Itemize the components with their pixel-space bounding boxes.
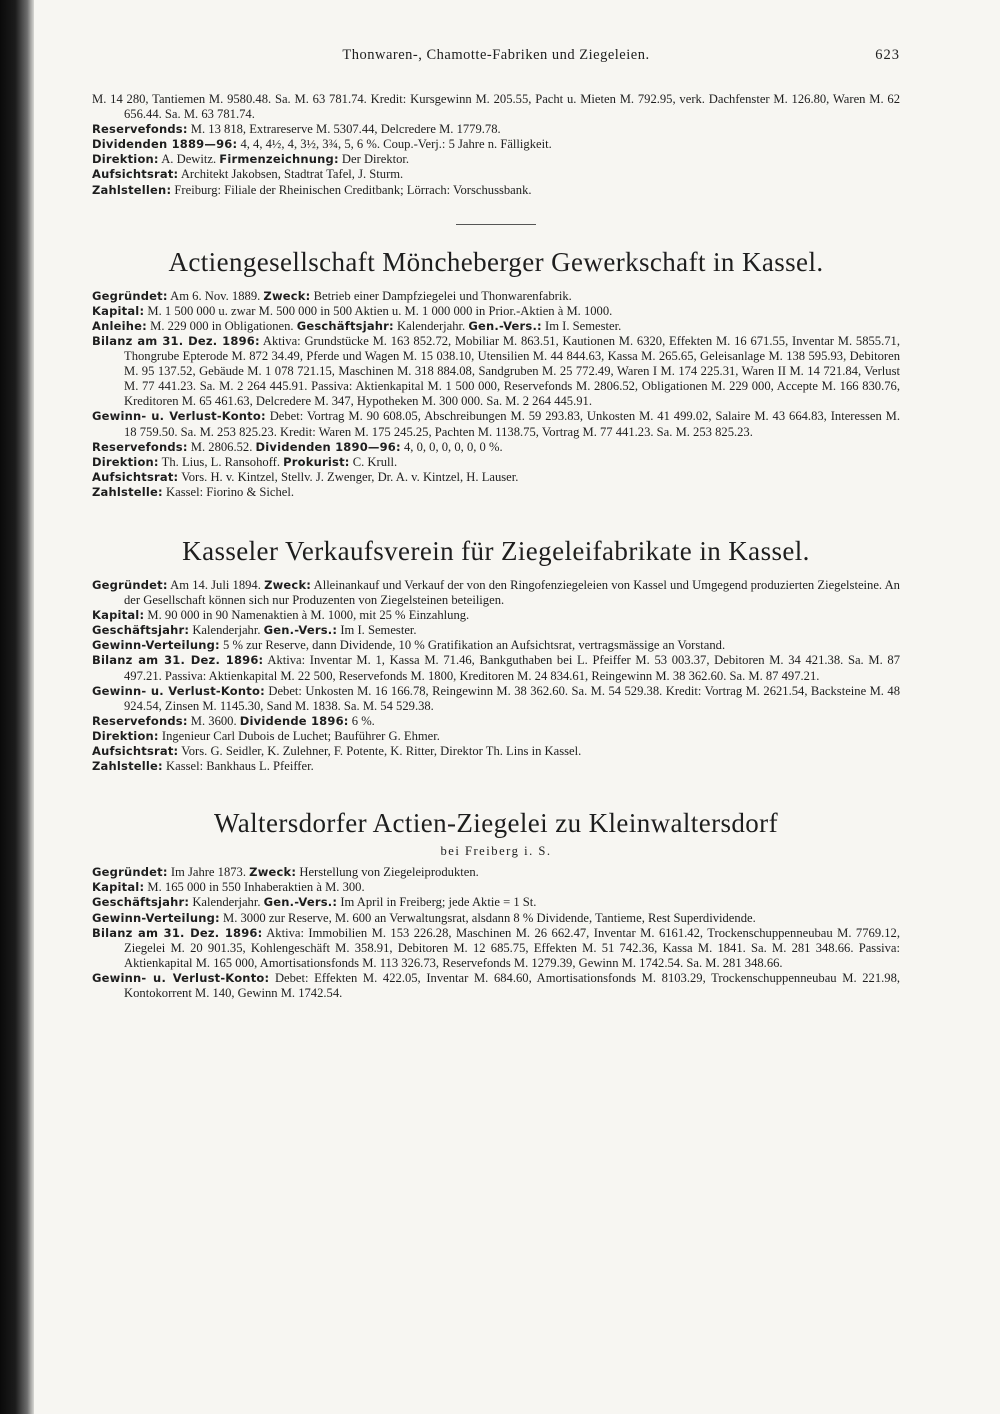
entry-text: Aktiva: Inventar M. 1, Kassa M. 71.46, Bankguthaben bei L. Pfeiffer M. 53 003.37, Debitoren M. 34 421.38. Sa. M. 87 497.21. Passiva: Aktienkapital M. 22 500, Reservefonds M. 1800, Kreditoren M. 24 834.61, Reingewinn M. 38 362.60. Sa. M. 87 497.21. [124,653,900,683]
entry-profit-loss [92,971,900,1001]
entry-label: Gegründet: [92,865,168,880]
entry-capital [92,608,900,623]
document-page [92,48,900,1001]
entry-founded [92,289,900,304]
entry-label: Gewinn- u. Verlust-Konto: [92,409,266,424]
entry-label: Zahlstelle: [92,759,163,774]
entry-founded [92,865,900,880]
entry-profit-distribution [92,638,900,653]
entry-text: Freiburg: Filiale der Rheinischen Creditbank; Lörrach: Vorschussbank. [174,182,532,197]
carry-entry-5 [92,183,900,198]
entry-text: Betrieb einer Dampfziegelei und Thonwarenfabrik. [313,288,572,303]
entry-text: Ingenieur Carl Dubois de Luchet; Bauführer G. Ehmer. [161,728,440,743]
entry-label: Gewinn- u. Verlust-Konto: [92,683,265,698]
entry-text: Der Direktor. [341,152,410,167]
entry-text: M. 165 000 in 550 Inhaberaktien à M. 300. [147,880,365,895]
entry-text: 4, 4, 4½, 4, 3½, 3¾, 5, 6 %. Coup.-Verj.: 5 Jahre n. Fälligkeit. [240,137,552,152]
carry-entry-0 [92,92,900,122]
entry-label: Direktion: [92,152,159,167]
entry-label: Dividenden 1890—96: [255,439,401,454]
entry-label: Kapital: [92,608,145,623]
section-spacer [92,774,900,808]
entry-fiscal-year [92,623,900,638]
entry-text: M. 1 500 000 u. zwar M. 500 000 in 500 Aktien u. M. 1 000 000 in Prior.-Aktien à M. 1000. [147,303,613,318]
entry-text: Th. Lius, L. Ransohoff. [161,454,281,469]
entry-label: Gen.-Vers.: [263,895,338,910]
entry-supervisory-board [92,470,900,485]
entry-text: M. 229 000 in Obligationen. [150,318,294,333]
entry-label: Gegründet: [92,288,168,303]
entry-label: Geschäftsjahr: [296,318,394,333]
entry-text: 6 %. [351,713,375,728]
entry-management [92,729,900,744]
entry-label: Geschäftsjahr: [92,895,190,910]
entry-text: 5 % zur Reserve, dann Dividende, 10 % Gratifikation an Aufsichtsrat, vertragsmässige an Vorstand. [223,638,726,653]
entry-label: Prokurist: [283,454,350,469]
entry-label: Gen.-Vers.: [263,623,338,638]
entry-label: Zweck: [263,288,311,303]
entry-profit-loss [92,409,900,439]
entry-text: Debet: Vortrag M. 90 608.05, Abschreibungen M. 59 293.83, Unkosten M. 41 499.02, Salaire M. 43 664.83, Interessen M. 18 759.50. Sa. M. 253 825.23. Kredit: Waren M. 175 245.25, Pachten M. 1138.75, Vortrag M. 77 441.23. Sa. M. 253 825.23. [124,409,901,439]
entry-balance [92,926,900,971]
entry-reserve [92,440,900,455]
entry-label: Reservefonds: [92,713,188,728]
entry-label: Bilanz am 31. Dez. 1896: [92,333,260,348]
entry-label: Firmenzeichnung: [219,152,339,167]
entry-text: Debet: Unkosten M. 16 166.78, Reingewinn M. 38 362.60. Sa. M. 54 529.38. Kredit: Vortrag M. 2621.54, Backsteine M. 48 924.54, Zinsen M. 1145.30, Sand M. 1838. Sa. M. 54 529.38. [124,683,900,713]
entry-label: Geschäftsjahr: [92,623,190,638]
entry-text: Vors. G. Seidler, K. Zulehner, F. Potente, K. Ritter, Direktor Th. Lins in Kassel. [181,744,582,758]
entry-label: Reservefonds: [92,122,188,137]
header-title: Thonwaren-, Chamotte-Fabriken und Ziegeleien. [342,47,650,63]
entry-balance [92,653,900,683]
entry-label: Zweck: [249,865,297,880]
entry-text: Vors. H. v. Kintzel, Stellv. J. Zwenger, Dr. A. v. Kintzel, H. Lauser. [181,469,519,484]
entry-paying-agent [92,759,900,774]
entry-text: Am 14. Juli 1894. [170,577,261,592]
running-header [92,48,900,66]
entry-reserve [92,714,900,729]
entry-label: Zahlstellen: [92,182,172,197]
entry-text: Kassel: Bankhaus L. Pfeiffer. [166,759,314,774]
section-divider [456,224,536,225]
entry-label: Aufsichtsrat: [92,167,179,182]
entry-label: Direktion: [92,454,159,469]
entry-label: Kapital: [92,880,145,895]
entry-label: Gewinn-Verteilung: [92,638,220,653]
company-section-waltersdorfer [92,808,900,1001]
entry-text: M. 13 818, Extrareserve M. 5307.44, Delcredere M. 1779.78. [190,122,501,137]
entry-label: Bilanz am 31. Dez. 1896: [92,925,263,940]
entry-text: Kalenderjahr. [192,895,261,910]
entry-text: Am 6. Nov. 1889. [170,288,261,303]
entry-text: A. Dewitz. [161,152,217,167]
entry-label: Aufsichtsrat: [92,744,179,758]
entry-text: Im I. Semester. [545,318,622,333]
entry-label: Bilanz am 31. Dez. 1896: [92,653,264,668]
section-spacer [92,500,900,536]
entry-profit-loss [92,684,900,714]
company-section-kasseler-verkaufsverein [92,536,900,774]
entry-label: Gen.-Vers.: [468,318,542,333]
entry-text: 4, 0, 0, 0, 0, 0, 0 %. [403,439,503,454]
entry-founded [92,578,900,608]
entry-label: Zahlstelle: [92,484,163,499]
entry-loan [92,319,900,334]
entry-label: Reservefonds: [92,439,188,454]
entry-label: Anleihe: [92,318,147,333]
entry-label: Direktion: [92,728,159,743]
entry-label: Zweck: [264,577,312,592]
carry-entry-3 [92,152,900,167]
entry-text: Kalenderjahr. [397,318,466,333]
entry-text: M. 90 000 in 90 Namenaktien à M. 1000, mit 25 % Einzahlung. [147,608,470,623]
book-binding-edge [0,0,34,1414]
entry-label: Aufsichtsrat: [92,469,179,484]
entry-balance [92,334,900,409]
company-title: Actiengesellschaft Möncheberger Gewerkschaft in Kassel. [168,246,824,277]
entry-label: Gegründet: [92,577,168,592]
entry-text: M. 2806.52. [190,439,253,454]
entry-label: Dividende 1896: [239,713,349,728]
entry-label: Dividenden 1889—96: [92,137,238,152]
entry-text: Im April in Freiberg; jede Aktie = 1 St. [340,895,537,910]
entry-text: Im I. Semester. [340,623,417,638]
entry-label: Kapital: [92,303,145,318]
entry-text: Aktiva: Grundstücke M. 163 852.72, Mobiliar M. 863.51, Kautionen M. 6320, Effekten M. 16 671.55, Inventar M. 5855.71, Thongrube Epterode M. 872 34.49, Pferde und Wagen M. 15 038.10, Utensilien M. 44 844.63, Kassa M. 265.65, Geleisanlage M. 138 595.93, Debitoren M. 95 137.52, Gebäude M. 1 078 721.15, Maschinen M. 318 884.08, Sandgruben M. 25 772.49, Waren I M. 174 225.31, Waren II M. 14 721.84, Verlust M. 77 441.23. Sa. M. 2 264 445.91. Passiva: Aktienkapital M. 1 500 000, Reservefonds M. 2806.52, Obligationen M. 229 000, Accepte M. 166 830.76, Kreditoren M. 65 461.63, Delcredere M. 347, Hypotheken M. 300 000. Sa. M. 2 264 445.91. [124,333,900,409]
company-subtitle: bei Freiberg i. S. [440,844,552,859]
entry-capital [92,304,900,319]
carry-entry-1 [92,122,900,137]
entry-text: C. Krull. [352,454,398,469]
entry-text: M. 3600. [190,713,237,728]
entry-text: Debet: Effekten M. 422.05, Inventar M. 684.60, Amortisationsfonds M. 8103.29, Trockenschuppenneubau M. 221.98, Kontokorrent M. 140, Gewinn M. 1742.54. [124,970,901,1001]
entry-text: M. 14 280, Tantiemen M. 9580.48. Sa. M. 63 781.74. Kredit: Kursgewinn M. 205.55, Pacht u. Mieten M. 792.95, verk. Dachfenster M. 126.80, Waren M. 62 656.44. Sa. M. 63 781.74. [92,92,900,122]
entry-text: Im Jahre 1873. [170,865,247,880]
entry-capital [92,880,900,895]
entry-text: Kassel: Fiorino & Sichel. [166,484,295,499]
entry-profit-distribution [92,911,900,926]
entry-label: Gewinn-Verteilung: [92,910,220,925]
page-number: 623 [875,47,900,63]
entry-supervisory-board [92,744,900,759]
entry-paying-agent [92,485,900,500]
company-title: Waltersdorfer Actien-Ziegelei zu Kleinwaltersdorf [214,808,778,839]
entry-text: Architekt Jakobsen, Stadtrat Tafel, J. Sturm. [180,167,404,182]
entry-text: Herstellung von Ziegeleiprodukten. [299,865,479,880]
entry-management [92,455,900,470]
entry-text: M. 3000 zur Reserve, M. 600 an Verwaltungsrat, alsdann 8 % Dividende, Tantieme, Rest Superdividende. [223,910,756,925]
carry-entry-4 [92,167,900,182]
company-section-moencheberger [92,247,900,500]
company-title: Kasseler Verkaufsverein für Ziegeleifabrikate in Kassel. [182,535,810,566]
carry-entry-2 [92,137,900,152]
entry-text: Kalenderjahr. [192,623,261,638]
carryover-section [92,92,900,198]
entry-fiscal-year [92,895,900,910]
entry-text: Alleinankauf und Verkauf der von den Ringofenziegeleien von Kassel und Umgegend produzierten Ziegelsteine. An der Gesellschaft können sich nur Produzenten von Ziegelsteinen beteiligen. [124,577,900,608]
entry-text: Aktiva: Immobilien M. 153 226.28, Maschinen M. 26 662.47, Inventar M. 6161.42, Trockenschuppenneubau M. 7769.12, Ziegelei M. 20 901.35, Kohlengeschäft M. 358.91, Debitoren M. 12 685.75, Effekten M. 51 742.36, Kassa M. 1841. Sa. M. 281 348.66. Passiva: Aktienkapital M. 165 000, Amortisationsfonds M. 113 326.73, Reservefonds M. 1279.39, Gewinn M. 1742.54. Sa. M. 281 348.66. [124,925,901,970]
entry-label: Gewinn- u. Verlust-Konto: [92,970,270,985]
